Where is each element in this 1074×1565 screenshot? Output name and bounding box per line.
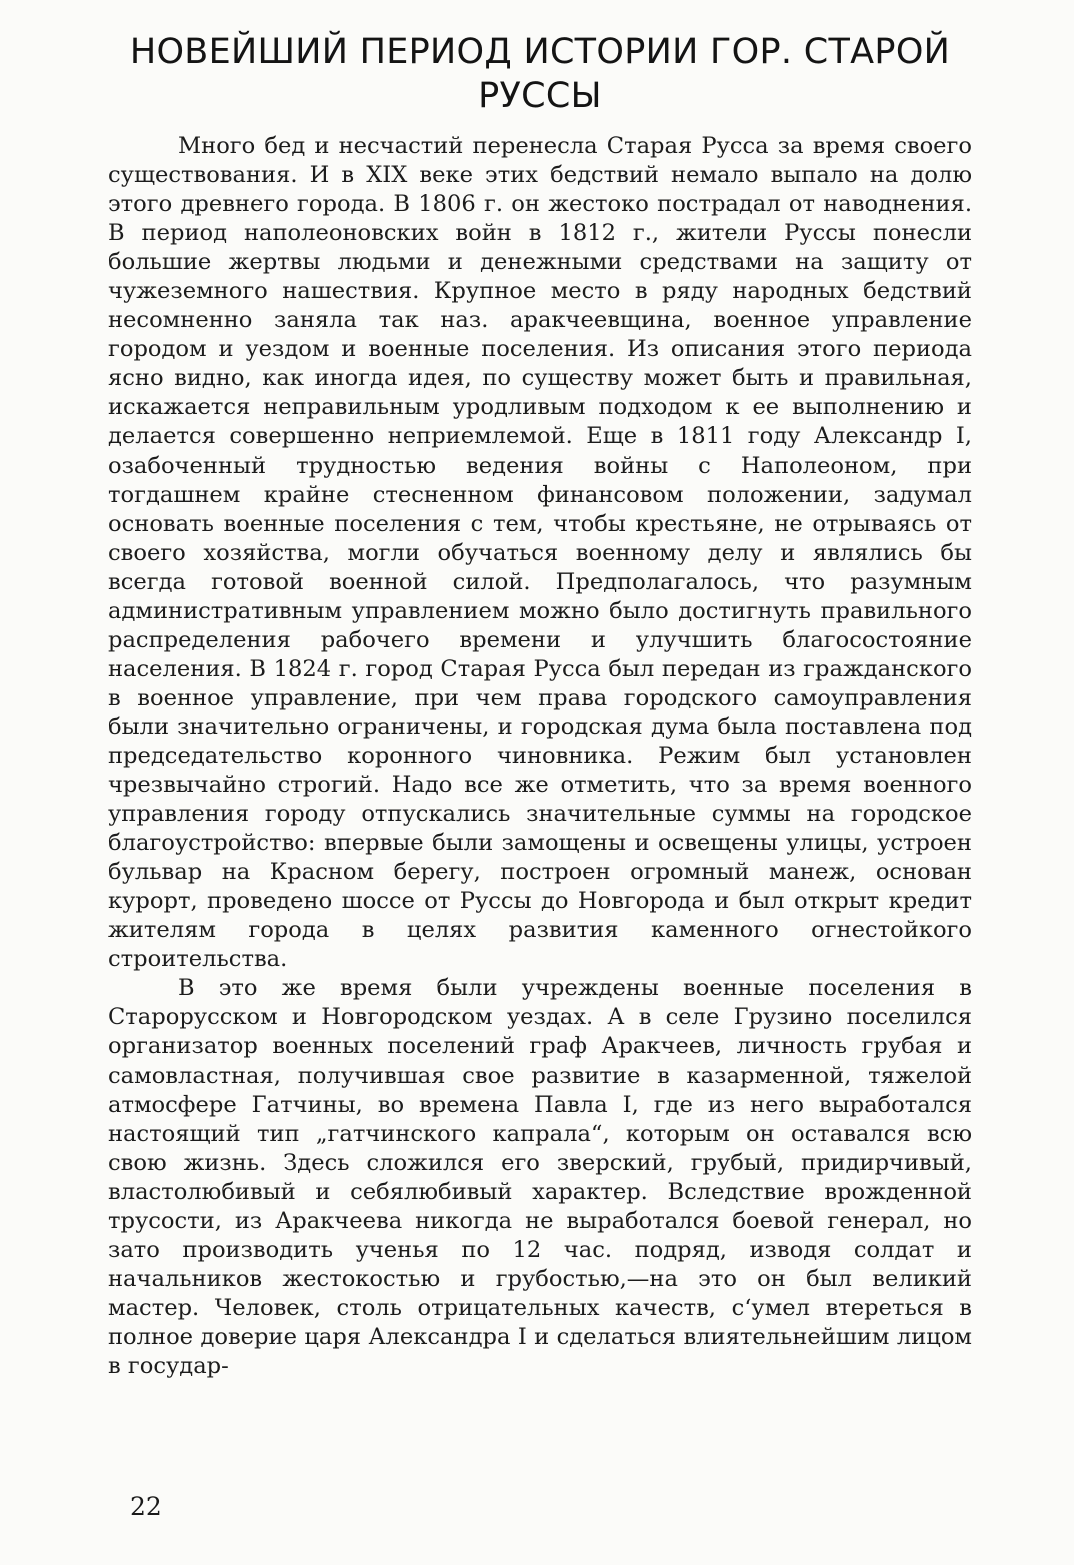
page-number: 22 bbox=[130, 1492, 162, 1521]
chapter-title: НОВЕЙШИЙ ПЕРИОД ИСТОРИИ ГОР. СТАРОЙ РУССЫ bbox=[129, 32, 951, 116]
paragraph-1: Много бед и несчастий перенесла Старая Русса за время своего существования. И в XIX веке этих бедствий немало выпало на долю этого древнего города. В 1806 г. он жестоко пострадал от наводнения. В период наполеоновских войн в 1812 г., жители Руссы понесли большие жертвы людьми и денежными средствами на защиту от чужеземного нашествия. Крупное место в ряду народных бедствий несомненно заняла так наз. аракчеевщина, военное управление городом и уездом и военные поселения. Из описания этого периода ясно видно, как иногда идея, по существу может быть и правильная, искажается неправильным уродливым подходом к ее выполнению и делается совершенно неприемлемой. Еще в 1811 году Александр I, озабоченный трудностью ведения войны с Наполеоном, при тогдашнем крайне стесненном финансовом положении, задумал основать военные поселения с тем, чтобы крестьяне, не отрываясь от своего хозяйства, могли обучаться военному делу и являлись бы всегда готовой военной силой. Предполагалось, что разумным административным управлением можно было достигнуть правильного распределения рабочего времени и улучшить благосостояние населения. В 1824 г. город Старая Русса был передан из гражданского в военное управление, при чем права городского самоуправления были значительно ограничены, и городская дума была поставлена под председательство коронного чиновника. Режим был установлен чрезвычайно строгий. Надо все же отметить, что за время военного управления городу отпускались значительные суммы на городское благоустройство: впервые были замощены и освещены улицы, устроен бульвар на Красном берегу, построен огромный манеж, основан курорт, проведено шоссе от Руссы до Новгорода и был открыт кредит жителям города в целях развития каменного огнестойкого строительства. bbox=[108, 133, 972, 973]
paragraph-2: В это же время были учреждены военные поселения в Старорусском и Новгородском уездах. А в селе Грузино поселился организатор военных поселений граф Аракчеев, личность грубая и самовластная, получившая свое развитие в казарменной, тяжелой атмосфере Гатчины, во времена Павла I, где из него выработался настоящий тип „гатчинского капрала“, которым он оставался всю свою жизнь. Здесь сложился его зверский, грубый, придирчивый, властолюбивый и себялюбивый характер. Вследствие врожденной трусости, из Аракчеева никогда не выработался боевой генерал, но зато производить ученья по 12 час. подряд, изводя солдат и начальников жестокостью и грубостью,—на это он был великий мастер. Человек, столь отрицательных качеств, с‘умел втереться в полное доверие царя Александра I и сделаться влиятельнейшим лицом в государ- bbox=[108, 975, 972, 1379]
chapter-body bbox=[108, 132, 972, 1381]
